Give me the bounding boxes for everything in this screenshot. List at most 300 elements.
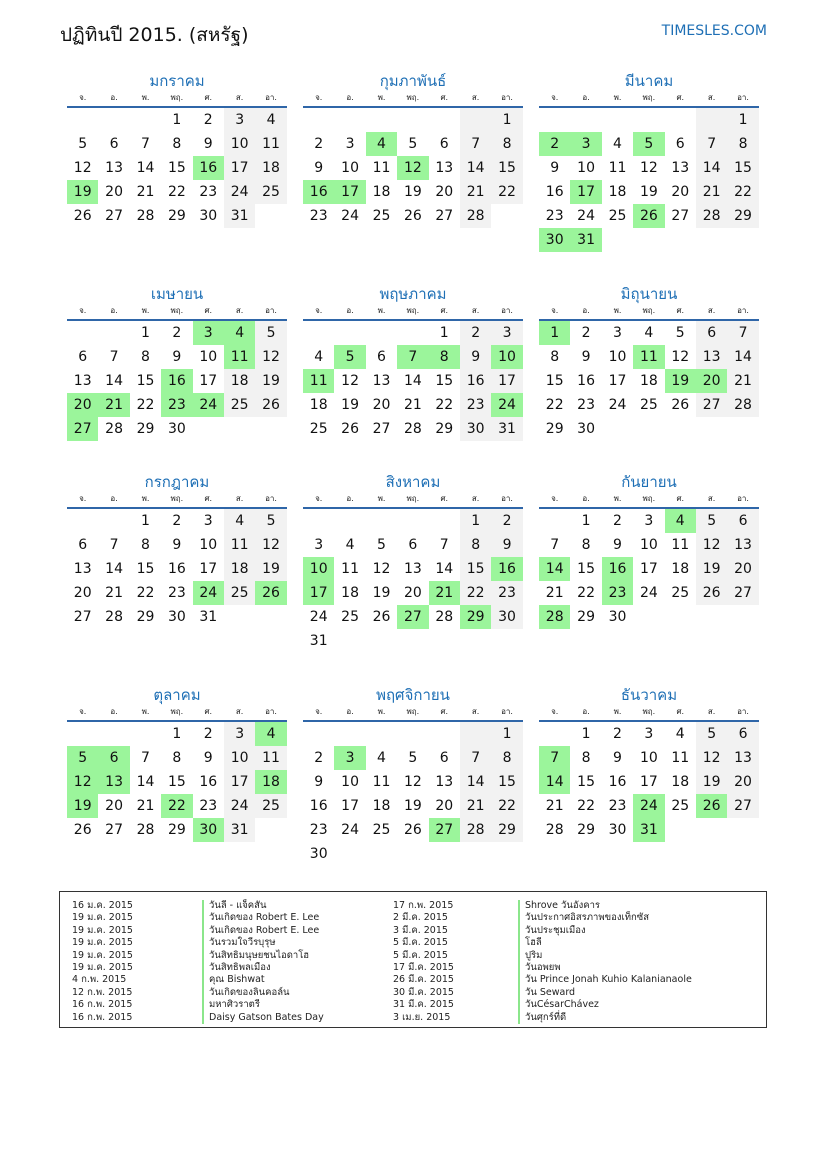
day-cell: 31	[491, 417, 522, 441]
day-cell: 17	[224, 156, 255, 180]
weekday-label: อา.	[737, 93, 749, 102]
day-cell: 1	[172, 112, 182, 128]
day-cell: 19	[696, 770, 727, 794]
day-cell: 15	[136, 373, 155, 389]
empty-cell	[98, 509, 129, 533]
day-cell: 27	[105, 208, 123, 224]
holiday-day-cell: 27	[429, 818, 460, 842]
day-cell: 2	[172, 325, 182, 341]
day-cell: 26	[255, 393, 286, 417]
holiday-day-cell: 8	[429, 345, 460, 369]
day-cell: 17	[491, 369, 522, 393]
weekday-header	[303, 305, 523, 321]
day-cell: 17	[199, 373, 218, 389]
day-cell: 18	[608, 184, 627, 200]
weekday-label: อ.	[346, 494, 354, 503]
weekday-label: ศ.	[440, 707, 449, 716]
weekday-label: ศ.	[676, 306, 685, 315]
day-cell: 6	[377, 349, 386, 365]
day-cell: 17	[639, 774, 658, 790]
weekday-label: ส.	[235, 494, 244, 503]
day-cell: 12	[255, 533, 286, 557]
holiday-day-cell: 14	[539, 557, 570, 581]
month-block	[67, 684, 287, 842]
empty-cell	[67, 108, 98, 132]
day-cell: 16	[309, 798, 328, 814]
day-cell: 1	[141, 513, 150, 529]
day-cell: 20	[372, 397, 391, 413]
day-cell: 30	[167, 421, 186, 437]
weekday-label: พ.	[613, 494, 622, 503]
weekday-label: อ.	[346, 93, 354, 102]
day-cell: 1	[460, 509, 491, 533]
day-cell: 26	[696, 581, 727, 605]
day-cell: 18	[639, 373, 658, 389]
holiday-name: วันสิทธิมนุษยชนไอดาโฮ	[202, 950, 324, 962]
day-cell: 28	[727, 393, 758, 417]
day-grid	[67, 321, 287, 441]
day-cell: 10	[639, 750, 658, 766]
day-cell: 30	[460, 417, 491, 441]
weekday-label: ศ.	[204, 306, 213, 315]
weekday-label: จ.	[79, 93, 87, 102]
holiday-dates-col-1	[72, 900, 133, 1024]
day-cell: 2	[314, 750, 324, 766]
weekday-label: พฤ.	[406, 306, 420, 315]
day-cell: 1	[172, 726, 182, 742]
day-cell: 18	[671, 774, 690, 790]
weekday-header	[539, 706, 759, 722]
day-cell: 28	[696, 204, 727, 228]
day-cell: 10	[199, 537, 218, 553]
holiday-name: มหาศิวราตรี	[202, 999, 324, 1011]
holiday-day-cell: 30	[539, 228, 570, 252]
day-cell: 14	[460, 156, 491, 180]
day-cell: 10	[341, 160, 359, 176]
day-cell: 4	[255, 108, 286, 132]
day-cell: 12	[696, 746, 727, 770]
day-cell: 27	[372, 421, 391, 437]
day-cell: 2	[314, 136, 324, 152]
weekday-label: ศ.	[204, 93, 213, 102]
day-cell: 13	[435, 774, 454, 790]
day-cell: 29	[577, 609, 595, 625]
day-cell: 5	[78, 136, 88, 152]
holiday-day-cell: 24	[193, 581, 224, 605]
day-cell: 23	[491, 581, 522, 605]
month-block	[303, 471, 523, 653]
day-cell: 14	[403, 373, 422, 389]
weekday-label: จ.	[551, 306, 559, 315]
holiday-day-cell: 4	[366, 132, 397, 156]
day-cell: 6	[408, 537, 418, 553]
month-name: พฤศจิกายน	[376, 686, 450, 704]
day-cell: 30	[491, 605, 522, 629]
weekday-label: ส.	[235, 93, 244, 102]
month-block	[303, 70, 523, 228]
day-cell: 13	[435, 160, 454, 176]
weekday-label: อา.	[501, 93, 513, 102]
holiday-name: วันลี - แจ็คสัน	[202, 900, 324, 912]
day-cell: 15	[167, 160, 186, 176]
empty-cell	[397, 722, 428, 746]
weekday-label: ส.	[471, 494, 480, 503]
weekday-label: ส.	[471, 93, 480, 102]
day-cell: 25	[309, 421, 328, 437]
day-cell: 6	[109, 136, 119, 152]
day-cell: 14	[460, 770, 491, 794]
day-cell: 11	[671, 750, 690, 766]
day-cell: 23	[545, 208, 564, 224]
day-cell: 27	[73, 609, 92, 625]
day-cell: 1	[141, 325, 150, 341]
holiday-day-cell: 12	[397, 156, 428, 180]
day-grid	[303, 722, 523, 866]
empty-cell	[130, 108, 161, 132]
day-cell: 1	[491, 722, 522, 746]
day-cell: 26	[403, 208, 422, 224]
day-cell: 26	[73, 208, 92, 224]
month-name: กรกฎาคม	[144, 473, 210, 491]
month-name: มกราคม	[149, 72, 205, 90]
empty-cell	[602, 108, 633, 132]
day-cell: 9	[460, 345, 491, 369]
empty-cell	[303, 108, 334, 132]
day-cell: 15	[491, 770, 522, 794]
weekday-header	[539, 92, 759, 108]
day-cell: 11	[372, 774, 391, 790]
day-cell: 20	[105, 798, 123, 814]
day-cell: 21	[545, 798, 564, 814]
holiday-day-cell: 26	[633, 204, 664, 228]
day-cell: 10	[577, 160, 595, 176]
day-cell: 25	[372, 822, 391, 838]
holiday-day-cell: 10	[303, 557, 334, 581]
holiday-day-cell: 17	[334, 180, 365, 204]
holiday-date: 3 เม.ย. 2015	[393, 1011, 451, 1023]
empty-cell	[366, 108, 397, 132]
day-cell: 22	[136, 397, 155, 413]
weekday-label: อา.	[737, 306, 749, 315]
day-cell: 15	[577, 774, 595, 790]
day-cell: 22	[460, 581, 491, 605]
empty-cell	[334, 108, 365, 132]
day-cell: 16	[608, 774, 627, 790]
day-cell: 19	[341, 397, 359, 413]
weekday-label: จ.	[551, 707, 559, 716]
day-cell: 31	[224, 818, 255, 842]
holiday-day-cell: 24	[633, 794, 664, 818]
day-cell: 5	[696, 722, 727, 746]
weekday-label: พ.	[141, 93, 150, 102]
weekday-label: ส.	[471, 707, 480, 716]
day-cell: 13	[403, 561, 422, 577]
day-cell: 13	[727, 746, 758, 770]
holiday-name: ปูริม	[518, 950, 692, 962]
weekday-label: ส.	[471, 306, 480, 315]
holiday-day-cell: 2	[539, 132, 570, 156]
empty-cell	[570, 108, 601, 132]
weekday-label: พ.	[141, 306, 150, 315]
holiday-name: โฮลี	[518, 937, 692, 949]
weekday-label: ศ.	[676, 707, 685, 716]
day-cell: 14	[105, 373, 123, 389]
day-cell: 11	[608, 160, 627, 176]
day-cell: 28	[105, 421, 123, 437]
day-cell: 29	[545, 421, 564, 437]
site-link[interactable]: TIMESLES.COM	[661, 23, 767, 39]
day-cell: 25	[255, 794, 286, 818]
day-cell: 14	[435, 561, 454, 577]
holiday-name: วันรวมใจวีรบุรุษ	[202, 937, 324, 949]
weekday-label: อา.	[501, 306, 513, 315]
day-cell: 6	[727, 509, 758, 533]
holiday-day-cell: 11	[633, 345, 664, 369]
holiday-name: วันสิทธิพลเมือง	[202, 962, 324, 974]
holiday-day-cell: 19	[67, 180, 98, 204]
day-cell: 28	[435, 609, 454, 625]
day-cell: 18	[372, 184, 391, 200]
weekday-label: อา.	[265, 494, 277, 503]
weekday-label: อา.	[501, 494, 513, 503]
weekday-label: พ.	[613, 93, 622, 102]
day-cell: 24	[224, 180, 255, 204]
month-name: กันยายน	[621, 473, 677, 491]
holiday-day-cell: 16	[193, 156, 224, 180]
holiday-day-cell: 21	[98, 393, 129, 417]
weekday-header	[539, 305, 759, 321]
weekday-label: อา.	[265, 306, 277, 315]
day-cell: 25	[372, 208, 391, 224]
holiday-date: 19 ม.ค. 2015	[72, 912, 133, 924]
holiday-day-cell: 18	[255, 770, 286, 794]
day-cell: 22	[727, 180, 758, 204]
holiday-date: 30 มี.ค. 2015	[393, 986, 454, 998]
day-cell: 27	[727, 794, 758, 818]
day-cell: 9	[491, 533, 522, 557]
day-cell: 8	[550, 349, 560, 365]
weekday-label: อ.	[110, 93, 118, 102]
empty-cell	[366, 321, 397, 345]
day-cell: 2	[172, 513, 182, 529]
holiday-name: วันเกิดของ Robert E. Lee	[202, 925, 324, 937]
day-cell: 27	[435, 208, 454, 224]
month-name: ธันวาคม	[620, 686, 678, 704]
day-cell: 30	[577, 421, 595, 437]
day-cell: 12	[696, 533, 727, 557]
day-cell: 24	[341, 822, 359, 838]
day-cell: 20	[671, 184, 690, 200]
day-cell: 26	[671, 397, 690, 413]
holiday-day-cell: 5	[67, 746, 98, 770]
weekday-label: พ.	[377, 707, 386, 716]
day-cell: 21	[136, 798, 155, 814]
empty-cell	[67, 722, 98, 746]
holiday-name: วันเกิดของลินคอล์น	[202, 987, 324, 999]
day-cell: 15	[167, 774, 186, 790]
day-cell: 5	[377, 537, 386, 553]
month-name: มีนาคม	[624, 72, 674, 90]
day-cell: 8	[581, 537, 591, 553]
day-cell: 22	[577, 585, 595, 601]
day-cell: 6	[78, 537, 88, 553]
empty-cell	[696, 108, 727, 132]
day-cell: 10	[199, 349, 218, 365]
holiday-day-cell: 26	[696, 794, 727, 818]
day-cell: 30	[608, 822, 627, 838]
holiday-day-cell: 28	[539, 605, 570, 629]
day-cell: 5	[696, 509, 727, 533]
weekday-label: พ.	[613, 707, 622, 716]
holiday-date: 5 มี.ค. 2015	[393, 949, 448, 961]
day-cell: 3	[613, 325, 622, 341]
empty-cell	[98, 321, 129, 345]
empty-cell	[429, 108, 460, 132]
day-cell: 11	[372, 160, 391, 176]
day-cell: 21	[403, 397, 422, 413]
day-cell: 20	[435, 184, 454, 200]
day-cell: 21	[136, 184, 155, 200]
holiday-day-cell: 17	[570, 180, 601, 204]
day-cell: 28	[460, 818, 491, 842]
day-cell: 31	[199, 609, 218, 625]
day-cell: 4	[613, 136, 622, 152]
day-cell: 6	[675, 136, 685, 152]
day-cell: 15	[460, 557, 491, 581]
day-cell: 19	[403, 184, 422, 200]
weekday-label: พฤ.	[170, 707, 184, 716]
day-cell: 25	[639, 397, 658, 413]
day-cell: 23	[309, 822, 328, 838]
holiday-day-cell: 23	[161, 393, 192, 417]
holiday-day-cell: 11	[303, 369, 334, 393]
day-cell: 20	[727, 770, 758, 794]
day-cell: 8	[727, 132, 758, 156]
empty-cell	[334, 722, 365, 746]
holiday-name: Shrove วันอังคาร	[518, 900, 692, 912]
holiday-name: วันศุกร์ที่ดี	[518, 1012, 692, 1024]
holiday-date: 2 มี.ค. 2015	[393, 912, 448, 924]
day-cell: 25	[341, 609, 359, 625]
day-cell: 7	[439, 537, 449, 553]
day-cell: 12	[671, 349, 690, 365]
holiday-name: วันประกาศอิสรภาพของเท็กซัส	[518, 912, 692, 924]
weekday-label: อ.	[110, 306, 118, 315]
day-cell: 18	[372, 798, 391, 814]
day-cell: 29	[167, 822, 186, 838]
day-cell: 11	[341, 561, 359, 577]
day-cell: 6	[78, 349, 88, 365]
weekday-label: อ.	[582, 93, 590, 102]
holiday-day-cell: 27	[67, 417, 98, 441]
day-cell: 22	[167, 184, 186, 200]
day-cell: 6	[696, 321, 727, 345]
holiday-day-cell: 24	[193, 393, 224, 417]
month-block	[539, 471, 759, 629]
day-cell: 9	[314, 160, 324, 176]
holiday-day-cell: 4	[224, 321, 255, 345]
month-block	[539, 283, 759, 441]
weekday-label: จ.	[315, 494, 323, 503]
day-cell: 16	[460, 369, 491, 393]
holiday-date: 5 มี.ค. 2015	[393, 937, 448, 949]
day-cell: 9	[581, 349, 591, 365]
day-cell: 22	[545, 397, 564, 413]
day-cell: 15	[577, 561, 595, 577]
weekday-label: พฤ.	[642, 306, 656, 315]
holiday-day-cell: 16	[491, 557, 522, 581]
day-cell: 5	[408, 750, 418, 766]
holiday-date: 16 ก.พ. 2015	[72, 1011, 133, 1023]
holiday-day-cell: 16	[303, 180, 334, 204]
holiday-date: 31 มี.ค. 2015	[393, 999, 454, 1011]
holiday-day-cell: 21	[429, 581, 460, 605]
day-cell: 19	[372, 585, 391, 601]
weekday-label: ส.	[235, 306, 244, 315]
day-cell: 18	[671, 561, 690, 577]
empty-cell	[429, 722, 460, 746]
day-cell: 2	[581, 325, 591, 341]
holiday-name: วันประชุมเมือง	[518, 925, 692, 937]
day-cell: 28	[136, 208, 155, 224]
day-cell: 29	[577, 822, 595, 838]
weekday-header	[303, 706, 523, 722]
day-cell: 11	[671, 537, 690, 553]
day-cell: 9	[550, 160, 560, 176]
day-grid	[539, 321, 759, 441]
day-cell: 2	[491, 509, 522, 533]
weekday-label: ศ.	[204, 494, 213, 503]
day-cell: 24	[224, 794, 255, 818]
month-name: พฤษภาคม	[379, 285, 447, 303]
day-cell: 24	[341, 208, 359, 224]
day-cell: 23	[199, 184, 218, 200]
holiday-day-cell: 29	[460, 605, 491, 629]
day-cell: 31	[224, 204, 255, 228]
day-cell: 4	[345, 537, 355, 553]
day-cell: 17	[224, 770, 255, 794]
month-name: กุมภาพันธ์	[379, 72, 447, 90]
weekday-label: อา.	[737, 707, 749, 716]
weekday-label: พ.	[377, 93, 386, 102]
holiday-day-cell: 23	[602, 581, 633, 605]
weekday-label: ส.	[707, 707, 716, 716]
day-cell: 12	[255, 345, 286, 369]
empty-cell	[366, 509, 397, 533]
day-grid	[67, 509, 287, 629]
weekday-label: พ.	[141, 494, 150, 503]
day-cell: 23	[460, 393, 491, 417]
day-cell: 27	[671, 208, 690, 224]
day-cell: 28	[105, 609, 123, 625]
holiday-name: วันCésarChávez	[518, 999, 692, 1011]
day-cell: 6	[439, 750, 449, 766]
day-cell: 26	[341, 421, 359, 437]
day-cell: 30	[608, 609, 627, 625]
day-cell: 19	[403, 798, 422, 814]
day-cell: 29	[167, 208, 186, 224]
day-cell: 10	[639, 537, 658, 553]
day-cell: 8	[141, 349, 150, 365]
holiday-day-cell: 20	[67, 393, 98, 417]
day-cell: 3	[203, 513, 213, 529]
holiday-day-cell: 16	[602, 557, 633, 581]
day-cell: 15	[491, 156, 522, 180]
weekday-label: ศ.	[676, 93, 685, 102]
holiday-day-cell: 19	[665, 369, 696, 393]
holiday-day-cell: 31	[570, 228, 601, 252]
holiday-day-cell: 26	[255, 581, 286, 605]
